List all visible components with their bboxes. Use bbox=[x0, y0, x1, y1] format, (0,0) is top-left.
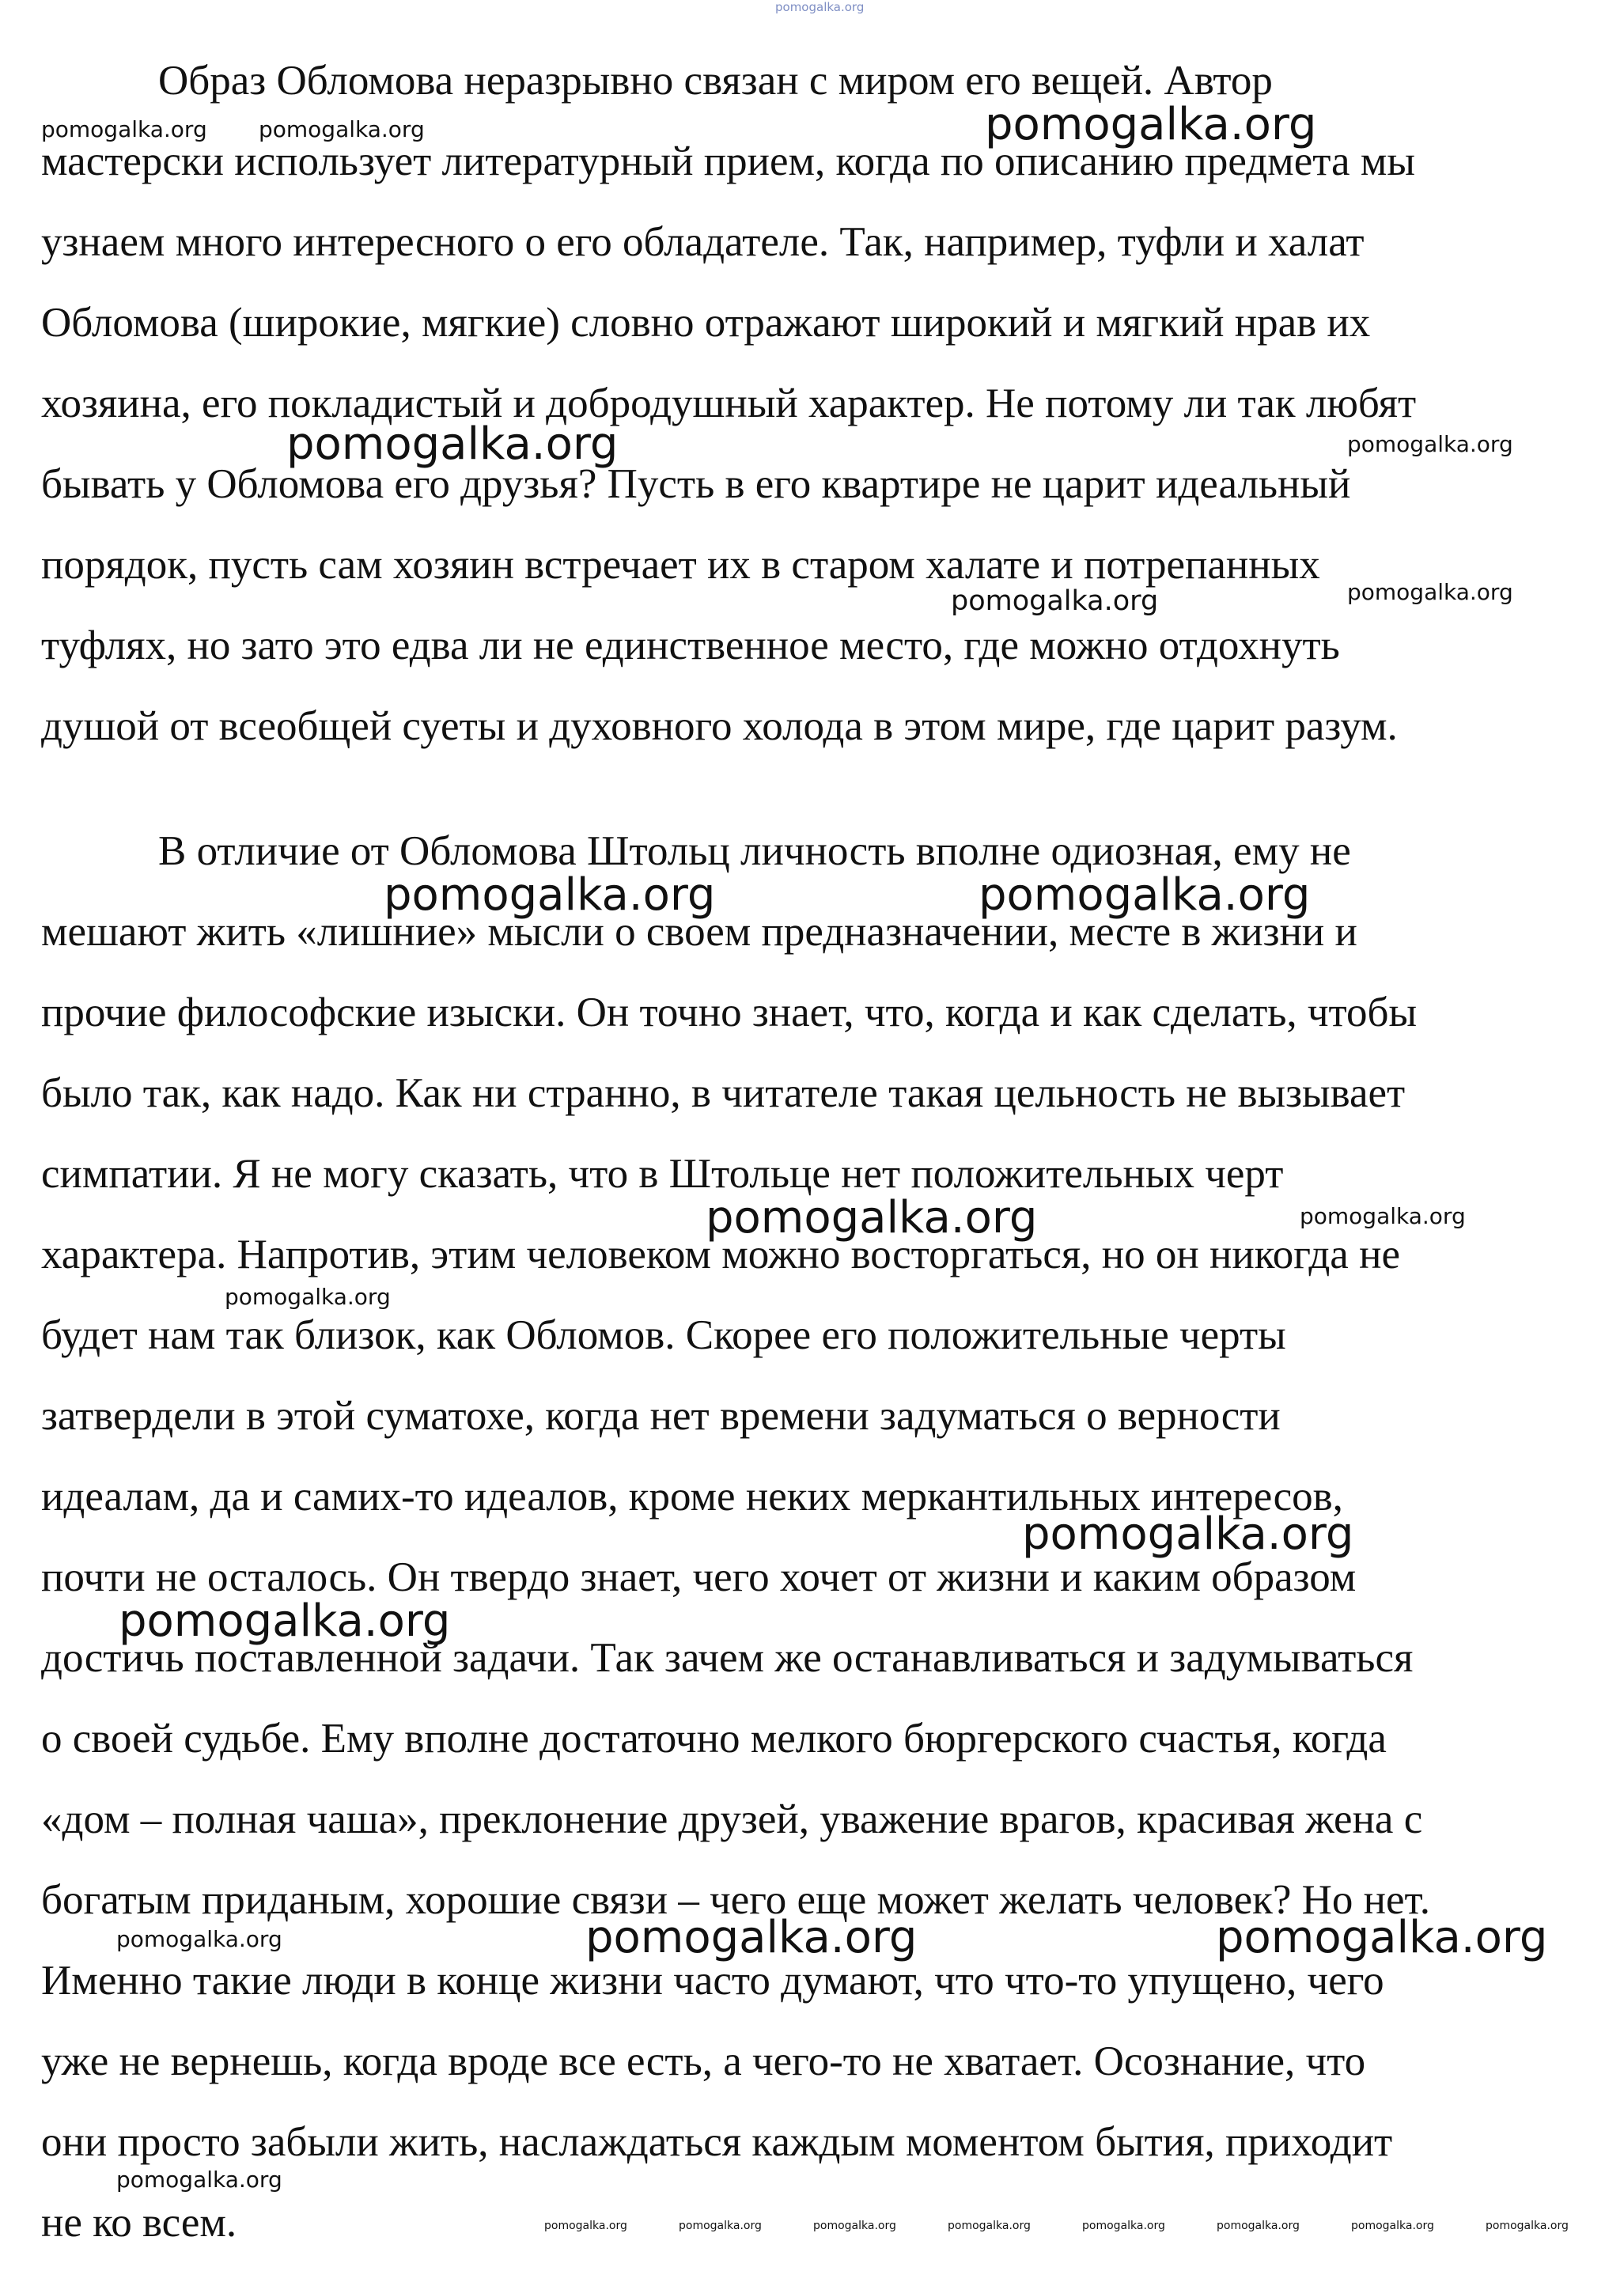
paragraph-2-line-10: почти не осталось. Он твердо знает, чего хочет от жизни и каким образом bbox=[41, 1554, 1357, 1600]
watermark: pomogalka.org bbox=[1347, 579, 1513, 605]
paragraph-2-line-11: достичь поставленной задачи. Так зачем же останавливаться и задумываться bbox=[41, 1635, 1414, 1681]
footer-watermark: pomogalka.org bbox=[544, 2220, 627, 2232]
paragraph-1-line-6: бывать у Обломова его друзья? Пусть в его квартире не царит идеальный bbox=[41, 461, 1351, 507]
footer-watermark: pomogalka.org bbox=[1486, 2220, 1569, 2232]
paragraph-2-line-1: В отличие от Обломова Штольц личность вполне одиозная, ему не bbox=[158, 828, 1351, 874]
paragraph-2-line-18: не ко всем. bbox=[41, 2200, 237, 2246]
paragraph-1-line-3: узнаем много интересного о его обладателе. Так, например, туфли и халат bbox=[41, 219, 1365, 265]
watermark: pomogalka.org bbox=[585, 1912, 918, 1963]
watermark: pomogalka.org bbox=[1347, 431, 1513, 457]
footer-watermark: pomogalka.org bbox=[679, 2220, 762, 2232]
watermark: pomogalka.org bbox=[116, 1926, 282, 1952]
watermark: pomogalka.org bbox=[41, 116, 207, 142]
watermark-top: pomogalka.org bbox=[775, 0, 865, 14]
paragraph-1-line-4: Обломова (широкие, мягкие) словно отражают широкий и мягкий нрав их bbox=[41, 300, 1371, 346]
paragraph-1-line-5: хозяина, его покладистый и добродушный характер. Не потому ли так любят bbox=[41, 380, 1417, 426]
paragraph-2-line-14: богатым приданым, хорошие связи – чего еще может желать человек? Но нет. bbox=[41, 1877, 1430, 1923]
paragraph-2-line-6: характера. Напротив, этим человеком можно восторгаться, но он никогда не bbox=[41, 1232, 1400, 1277]
footer-watermark: pomogalka.org bbox=[1082, 2220, 1165, 2232]
watermark: pomogalka.org bbox=[225, 1284, 391, 1310]
paragraph-1-line-2: мастерски использует литературный прием, когда по описанию предмета мы bbox=[41, 138, 1415, 184]
paragraph-1-line-1: Образ Обломова неразрывно связан с миром его вещей. Автор bbox=[158, 58, 1273, 104]
watermark: pomogalka.org bbox=[706, 1192, 1038, 1243]
watermark: pomogalka.org bbox=[286, 418, 619, 470]
watermark: pomogalka.org bbox=[1022, 1508, 1354, 1560]
watermark: pomogalka.org bbox=[1300, 1203, 1466, 1229]
paragraph-2-line-9: идеалам, да и самих-то идеалов, кроме неких меркантильных интересов, bbox=[41, 1474, 1343, 1520]
watermark: pomogalka.org bbox=[951, 585, 1159, 617]
watermark: pomogalka.org bbox=[985, 99, 1317, 150]
watermark: pomogalka.org bbox=[259, 116, 425, 142]
footer-watermark: pomogalka.org bbox=[1351, 2220, 1434, 2232]
paragraph-1-line-9: душой от всеобщей суеты и духовного холода в этом мире, где царит разум. bbox=[41, 703, 1398, 749]
footer-watermark: pomogalka.org bbox=[1217, 2220, 1300, 2232]
paragraph-1-line-7: порядок, пусть сам хозяин встречает их в старом халате и потрепанных bbox=[41, 542, 1320, 588]
paragraph-2-line-4: было так, как надо. Как ни странно, в читателе такая цельность не вызывает bbox=[41, 1070, 1406, 1116]
watermark: pomogalka.org bbox=[119, 1595, 451, 1647]
paragraph-2-line-8: затвердели в этой суматохе, когда нет времени задуматься о верности bbox=[41, 1393, 1281, 1439]
paragraph-2-line-13: «дом – полная чаша», преклонение друзей, уважение врагов, красивая жена с bbox=[41, 1796, 1423, 1842]
paragraph-2-line-7: будет нам так близок, как Обломов. Скорее его положительные черты bbox=[41, 1312, 1286, 1358]
paragraph-2-line-15: Именно такие люди в конце жизни часто думают, что что-то упущено, чего bbox=[41, 1958, 1384, 2004]
paragraph-2-line-12: о своей судьбе. Ему вполне достаточно мелкого бюргерского счастья, когда bbox=[41, 1716, 1387, 1762]
paragraph-2-line-5: симпатии. Я не могу сказать, что в Штольце нет положительных черт bbox=[41, 1151, 1284, 1197]
watermark: pomogalka.org bbox=[384, 869, 716, 921]
paragraph-1-line-8: туфлях, но зато это едва ли не единственное место, где можно отдохнуть bbox=[41, 623, 1340, 668]
watermark: pomogalka.org bbox=[979, 869, 1311, 921]
paragraph-2-line-2: мешают жить «лишние» мысли о своем предназначении, месте в жизни и bbox=[41, 909, 1357, 955]
paragraph-2-line-16: уже не вернешь, когда вроде все есть, а чего-то не хватает. Осознание, что bbox=[41, 2038, 1366, 2084]
footer-watermark: pomogalka.org bbox=[948, 2220, 1031, 2232]
paragraph-2-line-17: они просто забыли жить, наслаждаться каждым моментом бытия, приходит bbox=[41, 2119, 1393, 2165]
footer-watermark: pomogalka.org bbox=[813, 2220, 896, 2232]
paragraph-2-line-3: прочие философские изыски. Он точно знает, что, когда и как сделать, чтобы bbox=[41, 990, 1418, 1035]
watermark: pomogalka.org bbox=[116, 2167, 282, 2193]
watermark: pomogalka.org bbox=[1216, 1912, 1548, 1963]
